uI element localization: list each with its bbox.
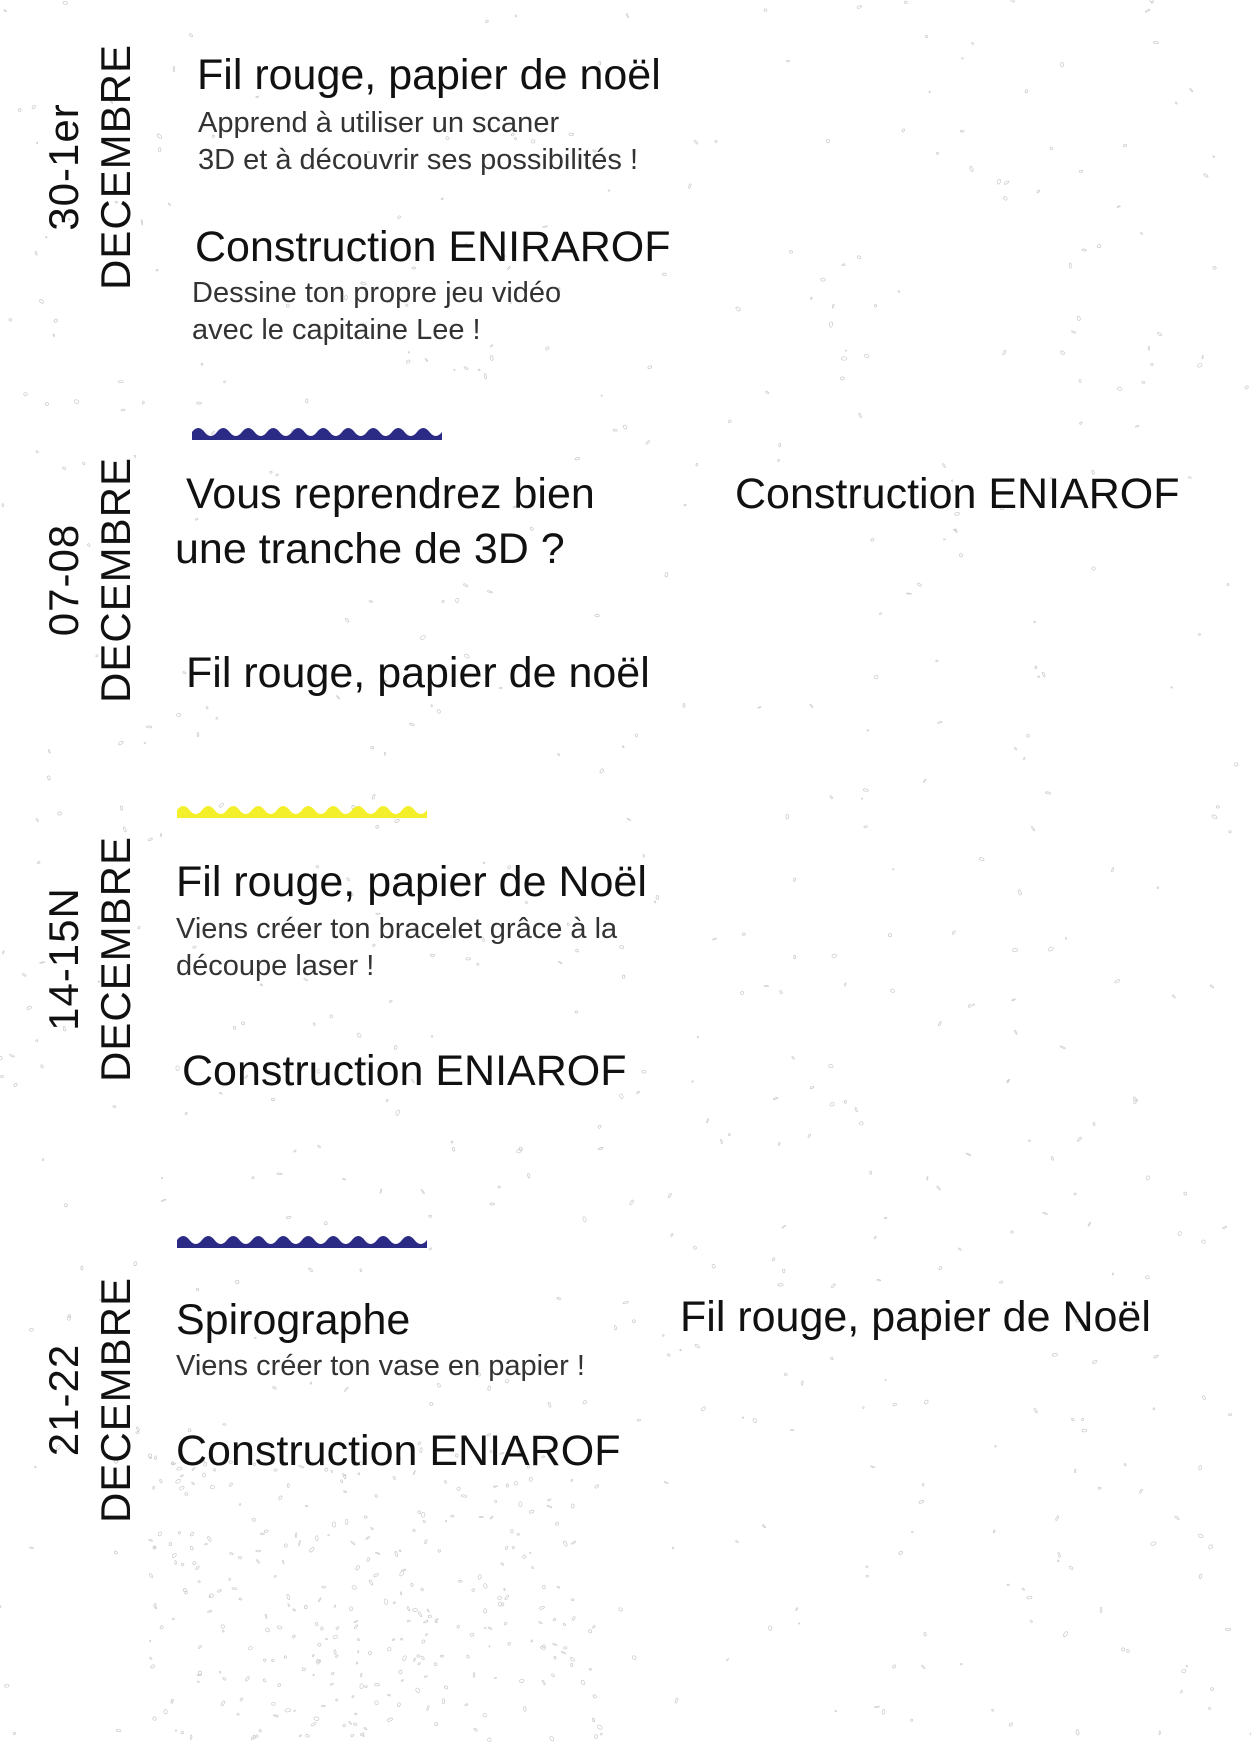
description-line: Apprend à utiliser un scaner	[198, 107, 560, 139]
date-month: DECEMBRE	[92, 43, 139, 291]
description-line: découpe laser !	[176, 950, 375, 982]
event-title: Fil rouge, papier de noël	[186, 649, 650, 697]
description-line: Viens créer ton bracelet grâce à la	[176, 913, 618, 945]
date-label-2	[38, 430, 148, 730]
wave-divider-navy	[192, 424, 442, 440]
event-title: Fil rouge, papier de Noël	[176, 858, 647, 906]
event-description	[176, 911, 617, 985]
wave-divider-yellow	[177, 802, 427, 818]
description-line: avec le capitaine Lee !	[192, 314, 481, 346]
date-month: DECEMBRE	[92, 1276, 139, 1524]
description-line: Dessine ton propre jeu vidéo	[192, 277, 562, 309]
event-title: Construction ENIAROF	[735, 470, 1180, 518]
date-days: 14-15N	[40, 887, 87, 1031]
event-title: Spirographe	[176, 1296, 411, 1344]
wave-divider-navy	[177, 1232, 427, 1248]
date-label-4	[38, 1250, 148, 1550]
event-title: Fil rouge, papier de Noël	[680, 1293, 1151, 1341]
event-title-line: Vous reprendrez bien	[186, 470, 595, 518]
event-description	[176, 1348, 585, 1385]
event-description	[192, 275, 561, 349]
event-title-line: une tranche de 3D ?	[175, 525, 565, 573]
description-line: 3D et à découvrir ses possibilités !	[198, 144, 639, 176]
event-title: Fil rouge, papier de noël	[197, 51, 661, 99]
date-month: DECEMBRE	[92, 835, 139, 1083]
event-title: Construction ENIAROF	[176, 1427, 621, 1475]
date-label-1	[38, 17, 148, 317]
description-line: Viens créer ton vase en papier !	[176, 1350, 585, 1382]
event-title: Construction ENIAROF	[182, 1047, 627, 1095]
event-description	[198, 105, 638, 179]
event-title: Construction ENIRAROF	[195, 223, 671, 271]
date-days: 07-08	[40, 523, 87, 637]
date-days: 21-22	[40, 1343, 87, 1457]
date-days: 30-1er	[40, 103, 87, 231]
date-month: DECEMBRE	[92, 456, 139, 704]
date-label-3	[38, 809, 148, 1109]
